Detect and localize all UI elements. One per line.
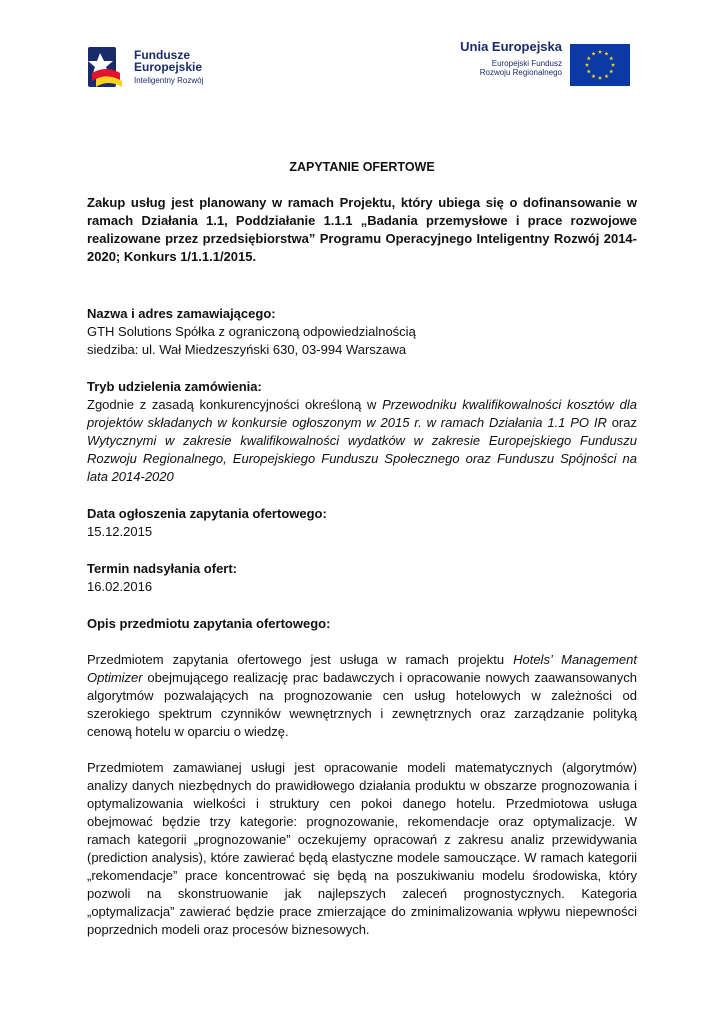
- logo-left-line3: Inteligentny Rozwój: [134, 75, 204, 85]
- announcement-date: 15.12.2015: [87, 524, 153, 539]
- subject-p1-a: Przedmiotem zapytania ofertowego jest usługa w ramach projektu: [87, 652, 514, 667]
- subject-p1-project-name: Hotels’ Management Optimizer: [87, 652, 637, 685]
- logo-right-line3: Rozwoju Regionalnego: [479, 68, 562, 78]
- document-title: ZAPYTANIE OFERTOWE: [289, 160, 435, 174]
- subject-paragraph-1: [87, 651, 637, 741]
- buyer-name: GTH Solutions Spółka z ograniczoną odpowiedzialnością: [87, 324, 416, 339]
- mode-text: [87, 396, 637, 486]
- subject-heading: Opis przedmiotu zapytania ofertowego:: [87, 616, 331, 631]
- mode-text-c: oraz: [606, 415, 637, 430]
- logo-right-line1: Unia Europejska: [460, 39, 562, 54]
- subject-section: [87, 615, 637, 939]
- fundusze-europejskie-logo: [86, 30, 222, 104]
- fundusze-europejskie-emblem-icon: [86, 43, 126, 91]
- mode-text-a: Zgodnie z zasadą konkurencyjności określoną w: [87, 397, 383, 412]
- deadline-date: 16.02.2016: [87, 579, 153, 594]
- buyer-section: [87, 305, 637, 359]
- mode-heading: Tryb udzielenia zamówienia:: [87, 379, 262, 394]
- project-intro: Zakup usług jest planowany w ramach Projektu, który ubiega się o dofinansowanie w ramach Działania 1.1, Poddziałanie 1.1.1 „Badania przemysłowe i prace rozwojowe realizowane przez przedsiębiorstwa” Programu Operacyjnego Inteligentny Rozwój 2014-2020; Konkurs 1/1.1.1/2015.: [87, 195, 637, 264]
- document-body: [87, 150, 637, 939]
- fundusze-europejskie-text: [134, 49, 203, 86]
- deadline-heading: Termin nadsyłania ofert:: [87, 561, 238, 576]
- logo-left-line2: Europejskie: [134, 60, 203, 75]
- mode-text-guidelines: Wytycznymi w zakresie kwalifikowalności wydatków w zakresie Europejskiego Funduszu Rozwoju Regionalnego, Europejskiego Funduszu Społecznego oraz Funduszu Spójności na lata 2014-2020: [87, 433, 637, 484]
- announcement-heading: Data ogłoszenia zapytania ofertowego:: [87, 506, 327, 521]
- mode-section: [87, 378, 637, 486]
- subject-paragraph-2: Przedmiotem zamawianej usługi jest opracowanie modeli matematycznych (algorytmów) analizy danych niezbędnych do prawidłowego działania produktu w obszarze prognozowania i optymalizowania wielkości i struktury cen pokoi danego hotelu. Przedmiotowa usługa obejmować będzie trzy kategorie: prognozowanie, rekomendacje oraz optymalizacje. W ramach kategorii „prognozowanie” oczekujemy opracowań z zakresu analiz przewidywania (prediction analysis), które zawierać będą elastyczne modele samouczące. W ramach kategorii „rekomendacje” prace koncentrować się będą na poszukiwaniu modelu środowiska, który pozwoli na skonstruowanie jak najlepszych zaleceń prognostycznych. Kategoria „optymalizacja” zawierać będzie prace zmierzające do zminimalizowania wpływu niepewności poprzednich modeli oraz procesów biznesowych.: [87, 760, 637, 937]
- logo-left-line1: Fundusze: [134, 47, 190, 62]
- deadline-section: [87, 560, 637, 596]
- unia-europejska-logo: [438, 32, 638, 98]
- logo-right-line2: Europejski Fundusz: [491, 58, 562, 68]
- announcement-section: [87, 505, 637, 541]
- eu-flag-icon: [570, 44, 630, 86]
- buyer-heading: Nazwa i adres zamawiającego:: [87, 306, 276, 321]
- subject-p1-c: obejmującego realizację prac badawczych i opracowanie nowych zaawansowanych algorytmów pozwalających na prognozowanie cen usług hotelowych w zależności od szerokiego spektrum czynników wewnętrznych i zewnętrznych oraz zarządzanie polityką cenową hotelu w oparciu o wiedzę.: [87, 670, 637, 739]
- mode-text-guide: Przewodniku kwalifikowalności kosztów dla projektów składanych w konkursie ogłoszonym w 2015 r. w ramach Działania 1.1 PO IR: [87, 397, 637, 430]
- buyer-address: siedziba: ul. Wał Miedzeszyński 630, 03-994 Warszawa: [87, 342, 407, 357]
- unia-europejska-text: [438, 32, 570, 77]
